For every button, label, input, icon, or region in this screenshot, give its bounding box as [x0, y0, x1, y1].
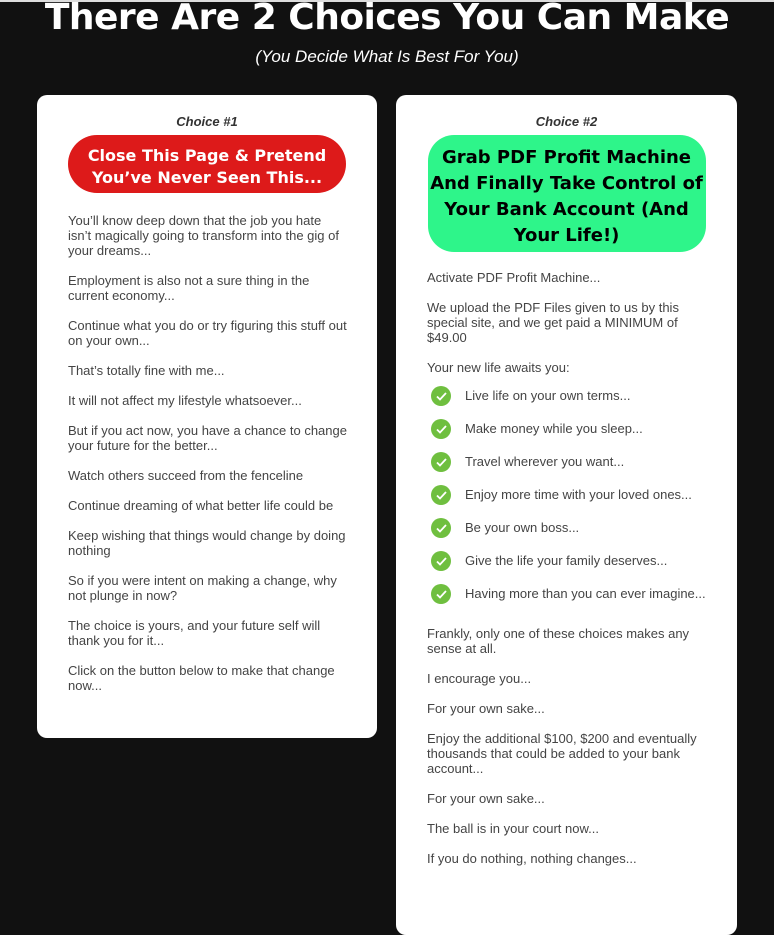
paragraph: For your own sake...	[427, 701, 545, 716]
benefit-item	[431, 454, 707, 472]
paragraph: If you do nothing, nothing changes...	[427, 851, 637, 866]
benefit-item	[431, 586, 707, 604]
benefit-text: Enjoy more time with your loved ones...	[465, 487, 692, 502]
benefit-item	[431, 520, 707, 538]
choice-2-label: Choice #2	[535, 114, 598, 129]
benefit-item	[431, 421, 707, 439]
paragraph: We upload the PDF Files given to us by this special site, and we get paid a MINIMUM of $49.00	[427, 300, 679, 345]
check-circle-icon	[431, 584, 451, 604]
check-circle-icon	[431, 419, 451, 439]
paragraph: You’ll know deep down that the job you hate isn’t magically going to transform into the gig of your dreams...	[68, 213, 339, 258]
check-circle-icon	[431, 452, 451, 472]
close-page-button[interactable]: Close This Page & Pretend You’ve Never Seen This...	[68, 135, 346, 193]
benefits-list	[431, 388, 707, 604]
paragraph: The choice is yours, and your future self will thank you for it...	[68, 618, 321, 648]
benefit-text: Travel wherever you want...	[465, 454, 625, 469]
check-circle-icon	[431, 551, 451, 571]
check-circle-icon	[431, 485, 451, 505]
paragraph: For your own sake...	[427, 791, 545, 806]
choice-2-body	[396, 270, 737, 866]
benefit-item	[431, 487, 707, 505]
paragraph: Activate PDF Profit Machine...	[427, 270, 601, 285]
paragraph: The ball is in your court now...	[427, 821, 599, 836]
paragraph: Keep wishing that things would change by doing nothing	[68, 528, 346, 558]
paragraph: But if you act now, you have a chance to change your future for the better...	[68, 423, 347, 453]
paragraph: Continue what you do or try figuring this stuff out on your own...	[68, 318, 347, 348]
paragraph: Frankly, only one of these choices makes any sense at all.	[427, 626, 690, 656]
paragraph: Continue dreaming of what better life could be	[68, 498, 334, 513]
choice-1-body	[37, 213, 377, 693]
paragraph: Your new life awaits you:	[427, 360, 570, 375]
benefit-text: Having more than you can ever imagine...	[465, 586, 706, 601]
paragraph: That’s totally fine with me...	[68, 363, 225, 378]
choice-1-label: Choice #1	[176, 114, 238, 129]
paragraph: Employment is also not a sure thing in the current economy...	[68, 273, 310, 303]
paragraph: Enjoy the additional $100, $200 and eventually thousands that could be added to your bank account...	[427, 731, 697, 776]
check-circle-icon	[431, 518, 451, 538]
page-title: There Are 2 Choices You Can Make	[44, 0, 730, 38]
paragraph: Watch others succeed from the fenceline	[68, 468, 304, 483]
page-subtitle: (You Decide What Is Best For You)	[255, 47, 519, 66]
grab-pdf-profit-machine-button[interactable]: Grab PDF Profit Machine And Finally Take Control of Your Bank Account (And Your Life!)	[428, 135, 706, 252]
choice-2-card	[396, 95, 737, 935]
paragraph: It will not affect my lifestyle whatsoever...	[68, 393, 302, 408]
paragraph: So if you were intent on making a change, why not plunge in now?	[68, 573, 337, 603]
benefit-text: Give the life your family deserves...	[465, 553, 668, 568]
choice-1-card	[37, 95, 377, 738]
benefit-text: Be your own boss...	[465, 520, 580, 535]
check-circle-icon	[431, 386, 451, 406]
benefit-text: Live life on your own terms...	[465, 388, 631, 403]
benefit-text: Make money while you sleep...	[465, 421, 643, 436]
paragraph: I encourage you...	[427, 671, 532, 686]
paragraph: Click on the button below to make that change now...	[68, 663, 335, 693]
benefit-item	[431, 388, 707, 406]
benefit-item	[431, 553, 707, 571]
